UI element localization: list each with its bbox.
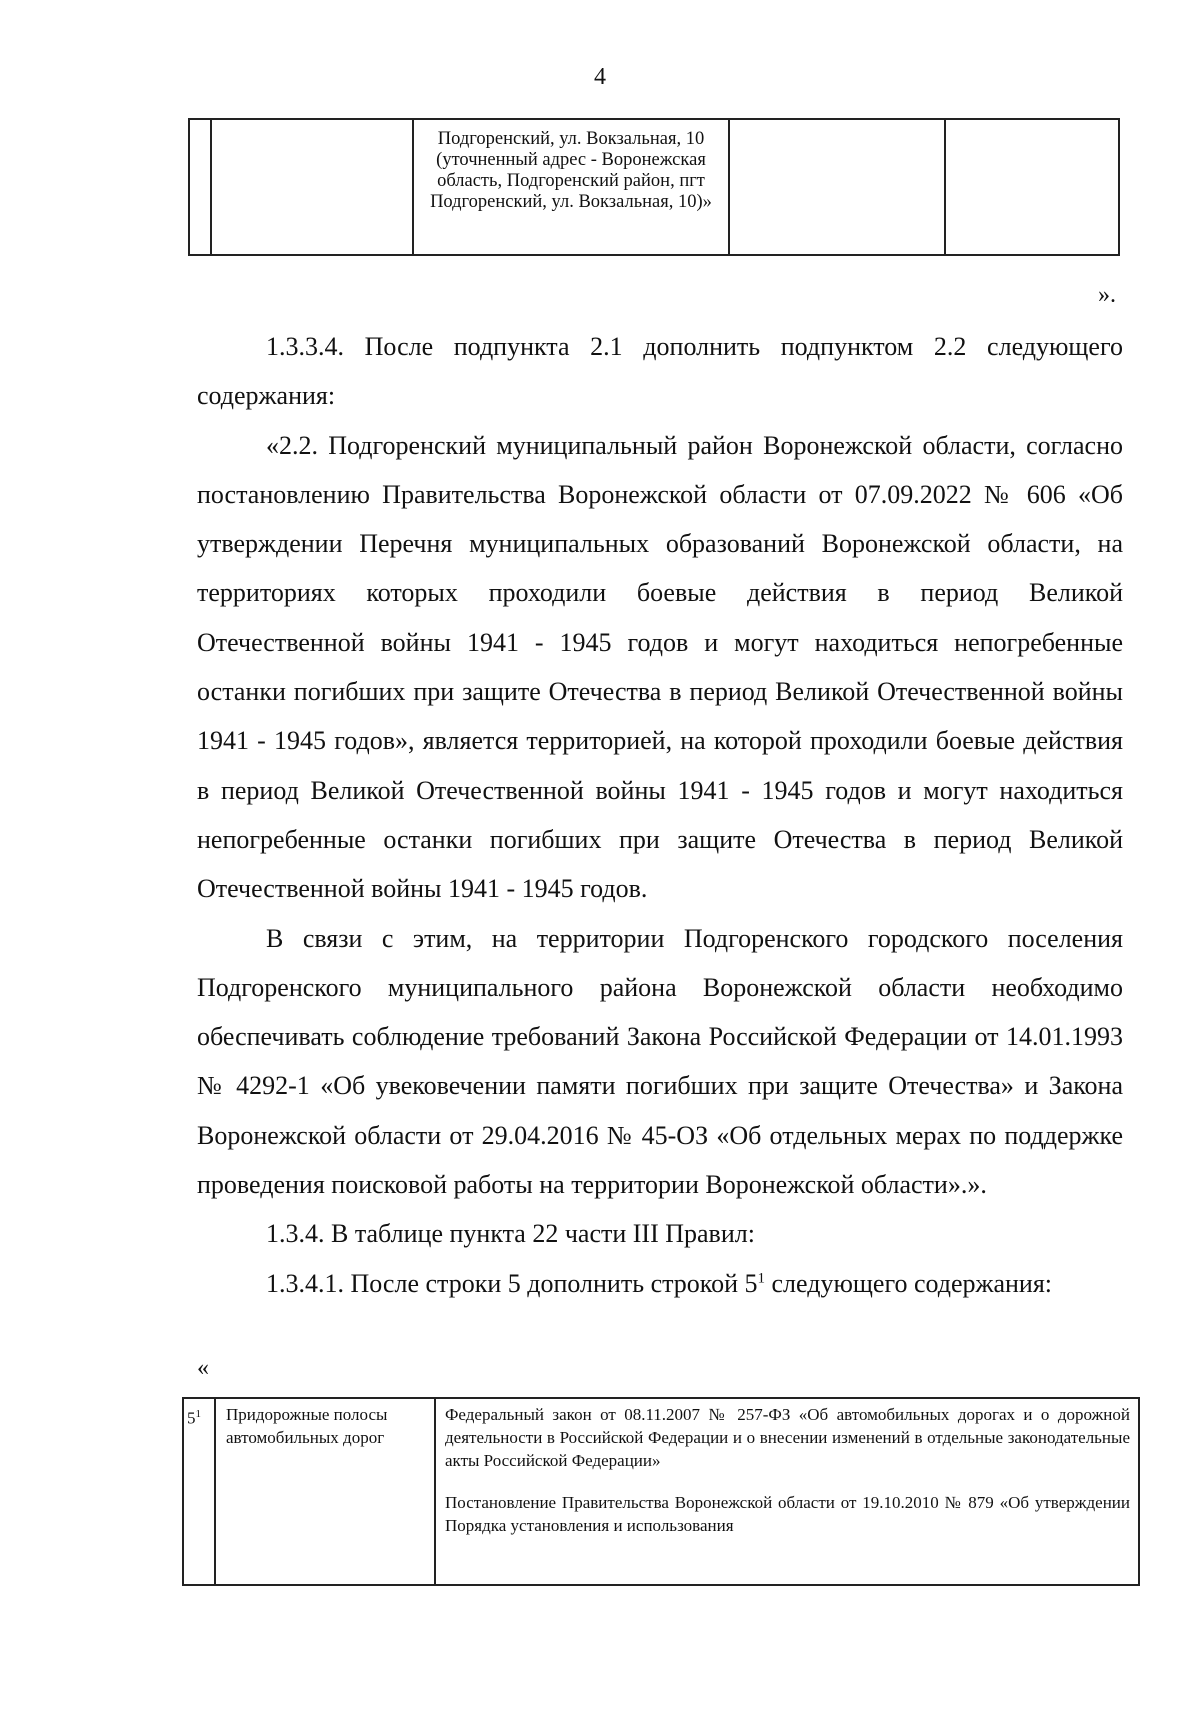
row-documents: [435, 1398, 1139, 1585]
table-row: [189, 119, 1119, 255]
row-name: Придорожные полосы автомобильных дорог: [215, 1398, 435, 1585]
paragraph-1-3-4: 1.3.4. В таблице пункта 22 части III Правил:: [266, 1219, 755, 1249]
paragraph-1-3-4-1: [197, 1259, 1123, 1308]
page-number: 4: [594, 64, 606, 90]
document-reference: Федеральный закон от 08.11.2007 № 257-ФЗ «Об автомобильных дорогах и о дорожной деятельности в Российской Федерации и о внесении изменений в отдельные законодательные акты Российской Федерации»: [445, 1405, 1130, 1470]
address-table-fragment: [188, 118, 1120, 256]
table-cell-number: [189, 119, 211, 255]
row-number-value: 5: [187, 1408, 196, 1428]
row-number-superscript: 1: [195, 1408, 201, 1420]
table-cell-address: Подгоренский, ул. Вокзальная, 10 (уточненный адрес - Воронежская область, Подгоренский район, пгт Подгоренский, ул. Вокзальная, 10)»: [413, 119, 729, 255]
row-number: [183, 1398, 215, 1585]
table-row: [183, 1398, 1139, 1585]
rules-table-fragment: [182, 1397, 1140, 1586]
document-reference: Постановление Правительства Воронежской области от 19.10.2010 № 879 «Об утверждении Порядка установления и использования: [445, 1493, 1130, 1535]
closing-quote: ».: [1098, 282, 1116, 308]
paragraph-obligations: В связи с этим, на территории Подгоренского городского поселения Подгоренского муниципального района Воронежской области необходимо обеспечивать соблюдение требований Закона Российской Федерации от 14.01.1993 № 4292-1 «Об увековечении памяти погибших при защите Отечества» и Закона Воронежской области от 29.04.2016 № 45-ОЗ «Об отдельных мерах по поддержке проведения поисковой работы на территории Воронежской области».».: [197, 923, 1123, 1200]
superscript: 1: [757, 1269, 766, 1286]
table-cell-extra-1: [729, 119, 945, 255]
table-cell-object: [211, 119, 413, 255]
opening-quote: «: [197, 1355, 209, 1381]
paragraph-text: 1.3.4.1. После строки 5 дополнить строкой 5: [266, 1268, 758, 1298]
paragraph-1-3-3-4: 1.3.3.4. После подпункта 2.1 дополнить подпунктом 2.2 следующего содержания:: [197, 332, 1123, 411]
table-cell-extra-2: [945, 119, 1119, 255]
document-body: [197, 322, 1123, 1308]
paragraph-2-2: «2.2. Подгоренский муниципальный район Воронежской области, согласно постановлению Правительства Воронежской области от 07.09.2022 № 606 «Об утверждении Перечня муниципальных образований Воронежской области, на территориях которых проходили боевые действия в период Великой Отечественной войны 1941 - 1945 годов и могут находиться непогребенные останки погибших при защите Отечества в период Великой Отечественной войны 1941 - 1945 годов», является территорией, на которой проходили боевые действия в период Великой Отечественной войны 1941 - 1945 годов и могут находиться непогребенные останки погибших при защите Отечества в период Великой Отечественной войны 1941 - 1945 годов.: [197, 430, 1123, 904]
paragraph-text-end: следующего содержания:: [765, 1268, 1053, 1298]
